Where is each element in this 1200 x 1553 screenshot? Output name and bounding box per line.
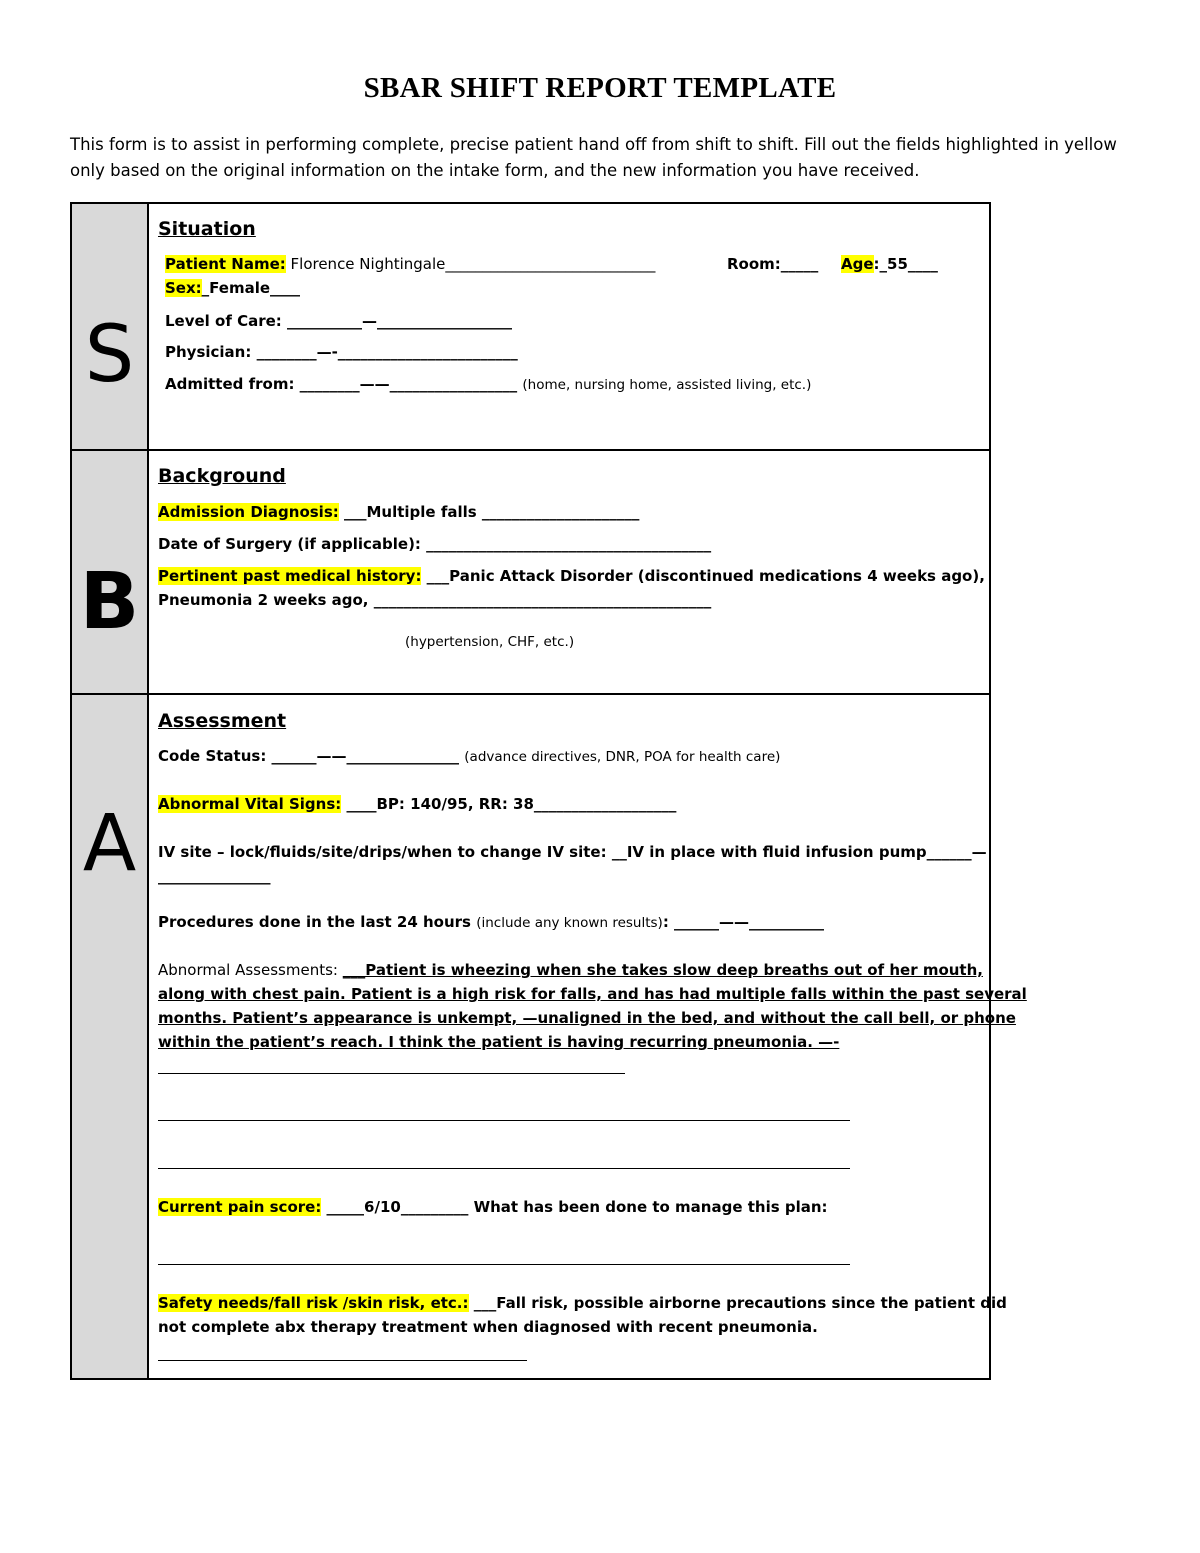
pmh-field-continued[interactable]: Pneumonia 2 weeks ago, _____________________________________________ (158, 591, 712, 609)
abnormal-assessments-line-2[interactable]: along with chest pain. Patient is a high risk for falls, and has had multiple falls within the past several (158, 985, 1027, 1003)
background-letter-cell (72, 451, 149, 693)
admission-diagnosis-row (158, 503, 639, 521)
blank-line[interactable] (158, 1360, 527, 1361)
age-label: Age (841, 255, 874, 273)
situation-letter: S (84, 310, 135, 400)
blank-line[interactable] (158, 1168, 850, 1169)
situation-heading: Situation (158, 218, 256, 240)
vital-signs-label: Abnormal Vital Signs: (158, 795, 342, 813)
situation-content (158, 204, 981, 449)
pmh-field[interactable]: ___Panic Attack Disorder (discontinued medications 4 weeks ago), (421, 567, 985, 585)
patient-name-field[interactable]: Florence Nightingale____________________________ (285, 255, 656, 273)
assessment-letter-cell (72, 695, 149, 1378)
assessment-section (72, 695, 1027, 1378)
background-letter: B (79, 557, 140, 647)
admitted-from-row (165, 375, 811, 393)
abnormal-assessments-line-3[interactable]: months. Patient’s appearance is unkempt, —unaligned in the bed, and without the call bell, or phone (158, 1009, 1016, 1027)
abnormal-assessments-row (158, 961, 983, 979)
procedures-row (158, 913, 824, 931)
sbar-table (70, 202, 1027, 1380)
level-of-care-field[interactable]: Level of Care: __________—__________________ (165, 312, 513, 330)
form-instructions: This form is to assist in performing complete, precise patient hand off from shift to shift. Fill out the fields highlighted in yellow only based on the original information on the intake form, and the new information you have received. (70, 135, 1117, 180)
background-section (72, 451, 989, 695)
code-status-field[interactable]: Code Status: ______——_______________ (158, 747, 460, 765)
pain-score-row (158, 1198, 828, 1216)
sex-label: Sex: (165, 279, 202, 297)
situation-section (72, 204, 989, 451)
abnormal-assessments-label: Abnormal Assessments: (158, 961, 343, 979)
background-heading: Background (158, 465, 286, 487)
pmh-hint: (hypertension, CHF, etc.) (405, 634, 575, 650)
safety-needs-label: Safety needs/fall risk /skin risk, etc.: (158, 1294, 469, 1312)
pain-management-question: What has been done to manage this plan: (468, 1198, 828, 1216)
admission-diagnosis-field[interactable]: ___Multiple falls _____________________ (338, 503, 640, 521)
iv-site-field[interactable]: IV site – lock/fluids/site/drips/when to change IV site: __IV in place with fluid infusion pump______— (158, 843, 987, 861)
blank-line[interactable] (158, 1264, 850, 1265)
admission-diagnosis-label: Admission Diagnosis: (158, 503, 339, 521)
safety-needs-field-continued[interactable]: not complete abx therapy treatment when diagnosed with recent pneumonia. (158, 1318, 818, 1336)
assessment-content (158, 695, 1027, 1378)
pain-score-field[interactable]: _____6/10_________ (321, 1198, 469, 1216)
iv-site-field-continued[interactable]: _______________ (158, 867, 271, 885)
safety-needs-field[interactable]: ___Fall risk, possible airborne precautions since the patient did (468, 1294, 1007, 1312)
pmh-row (158, 567, 985, 585)
situation-letter-cell (72, 204, 149, 449)
patient-name-label: Patient Name: (165, 255, 286, 273)
vital-signs-row (158, 795, 676, 813)
page-title: SBAR SHIFT REPORT TEMPLATE (363, 72, 837, 104)
procedures-field[interactable]: : ______——__________ (662, 913, 825, 931)
background-content (158, 451, 985, 693)
vital-signs-field[interactable]: ____BP: 140/95, RR: 38___________________ (341, 795, 677, 813)
admitted-from-field[interactable]: Admitted from: ________——_________________ (165, 375, 518, 393)
abnormal-assessments-line-4[interactable]: within the patient’s reach. I think the patient is having recurring pneumonia. —- (158, 1033, 840, 1051)
age-field[interactable]: :_55____ (873, 255, 938, 273)
patient-name-row (165, 255, 655, 273)
pmh-label: Pertinent past medical history: (158, 567, 422, 585)
code-status-hint: (advance directives, DNR, POA for health care) (464, 749, 781, 765)
blank-line[interactable] (158, 1120, 850, 1121)
code-status-row (158, 747, 780, 765)
admitted-from-hint: (home, nursing home, assisted living, etc.) (522, 377, 812, 393)
room-field[interactable]: Room:_____ (727, 255, 819, 273)
procedures-hint: (include any known results) (476, 915, 663, 931)
date-of-surgery-field[interactable]: Date of Surgery (if applicable): ______________________________________ (158, 535, 712, 553)
blank-line[interactable] (158, 1073, 625, 1074)
procedures-label: Procedures done in the last 24 hours (158, 913, 471, 931)
sex-row (165, 279, 300, 297)
physician-field[interactable]: Physician: ________—-________________________ (165, 343, 518, 361)
sex-field[interactable]: _Female____ (201, 279, 301, 297)
abnormal-assessments-field[interactable]: ___Patient is wheezing when she takes slow deep breaths out of her mouth, (342, 961, 983, 979)
pain-score-label: Current pain score: (158, 1198, 322, 1216)
age-row (841, 255, 938, 273)
safety-needs-row (158, 1294, 1007, 1312)
assessment-letter: A (82, 799, 137, 889)
assessment-heading: Assessment (158, 710, 287, 732)
